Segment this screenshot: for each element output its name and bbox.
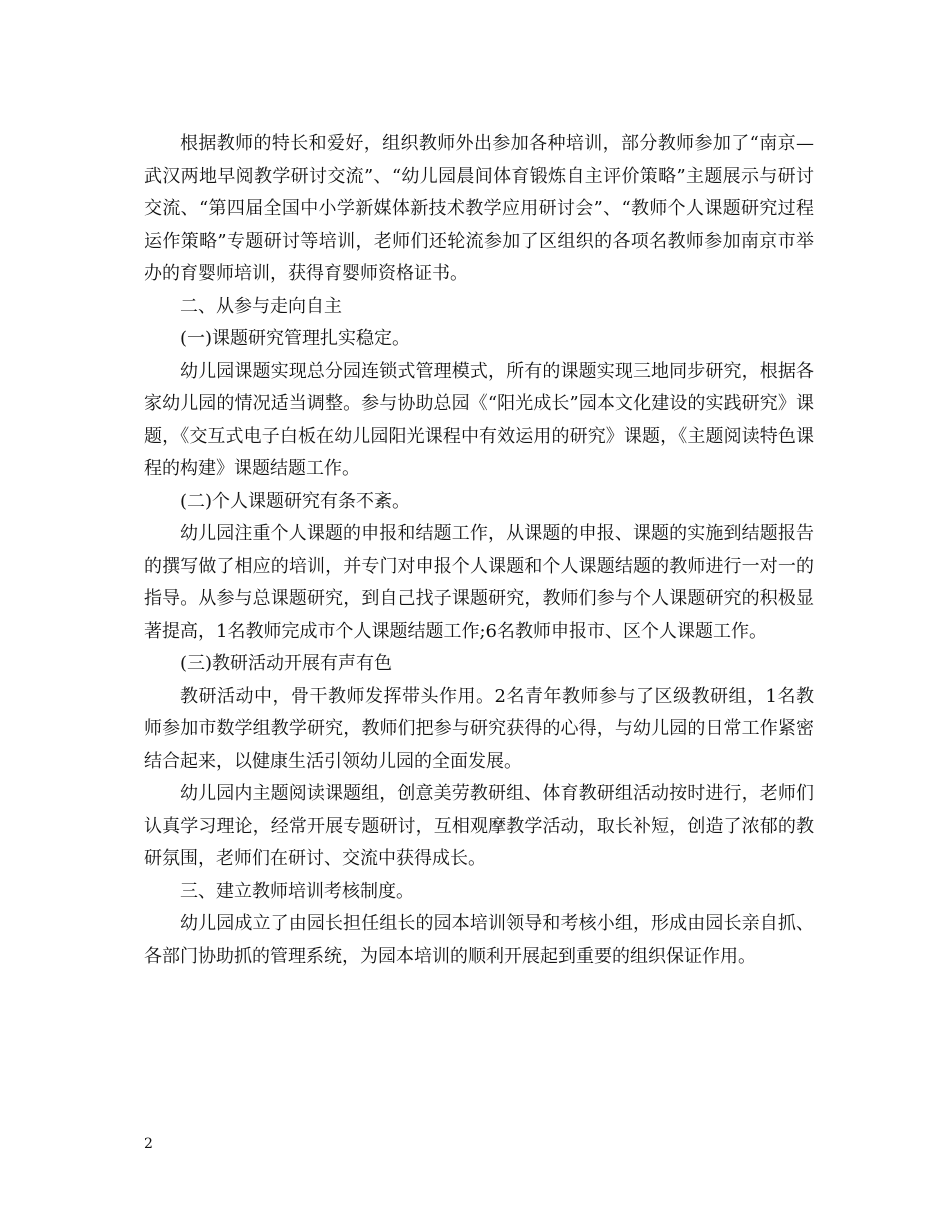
paragraph-training-intro: 根据教师的特长和爱好，组织教师外出参加各种培训，部分教师参加了“南京—武汉两地早阅教学研讨交流”、“幼儿园晨间体育锻炼自主评价策略”主题展示与研讨交流、“第四届全国中小学新媒体新技术教学应用研讨会”、“教师个人课题研究过程运作策略”专题研讨等培训，老师们还轮流参加了区组织的各项名教师参加南京市举办的育婴师培训，获得育婴师资格证书。 xyxy=(144,133,814,284)
paragraph-teaching-research: 教研活动中，骨干教师发挥带头作用。2名青年教师参与了区级教研组，1名教师参加市数学组教学研究，教师们把参与研究获得的心得，与幼儿园的日常工作紧密结合起来，以健康生活引领幼儿园的全面发展。 xyxy=(144,685,814,772)
page-number: 2 xyxy=(144,1136,153,1152)
section-heading-2: 二、从参与走向自主 xyxy=(180,295,342,317)
subheading-1: (一)课题研究管理扎实稳定。 xyxy=(180,328,411,349)
paragraph-personal-projects: 幼儿园注重个人课题的申报和结题工作，从课题的申报、课题的实施到结题报告的撰写做了相应的培训，并专门对申报个人课题和个人课题结题的教师进行一对一的指导。从参与总课题研究，到自己找子课题研究，教师们参与个人课题研究的积极显著提高，1名教师完成市个人课题结题工作;6名教师申报市、区个人课题工作。 xyxy=(144,523,814,642)
paragraph-project-management: 幼儿园课题实现总分园连锁式管理模式，所有的课题实现三地同步研究，根据各家幼儿园的情况适当调整。参与协助总园《“阳光成长”园本文化建设的实践研究》课题，《交互式电子白板在幼儿园阳光课程中有效运用的研究》课题，《主题阅读特色课程的构建》课题结题工作。 xyxy=(144,360,814,479)
section-heading-3: 三、建立教师培训考核制度。 xyxy=(180,880,414,902)
paragraph-research-groups: 幼儿园内主题阅读课题组，创意美劳教研组、体育教研组活动按时进行，老师们认真学习理论，经常开展专题研讨，互相观摩教学活动，取长补短，创造了浓郁的教研氛围，老师们在研讨、交流中获得成长。 xyxy=(144,783,814,869)
subheading-2: (二)个人课题研究有条不紊。 xyxy=(180,490,411,512)
paragraph-assessment-team: 幼儿园成立了由园长担任组长的园本培训领导和考核小组，形成由园长亲自抓、各部门协助抓的管理系统，为园本培训的顺利开展起到重要的组织保证作用。 xyxy=(144,913,814,967)
document-body xyxy=(144,128,814,973)
subheading-3: (三)教研活动开展有声有色 xyxy=(180,653,393,674)
